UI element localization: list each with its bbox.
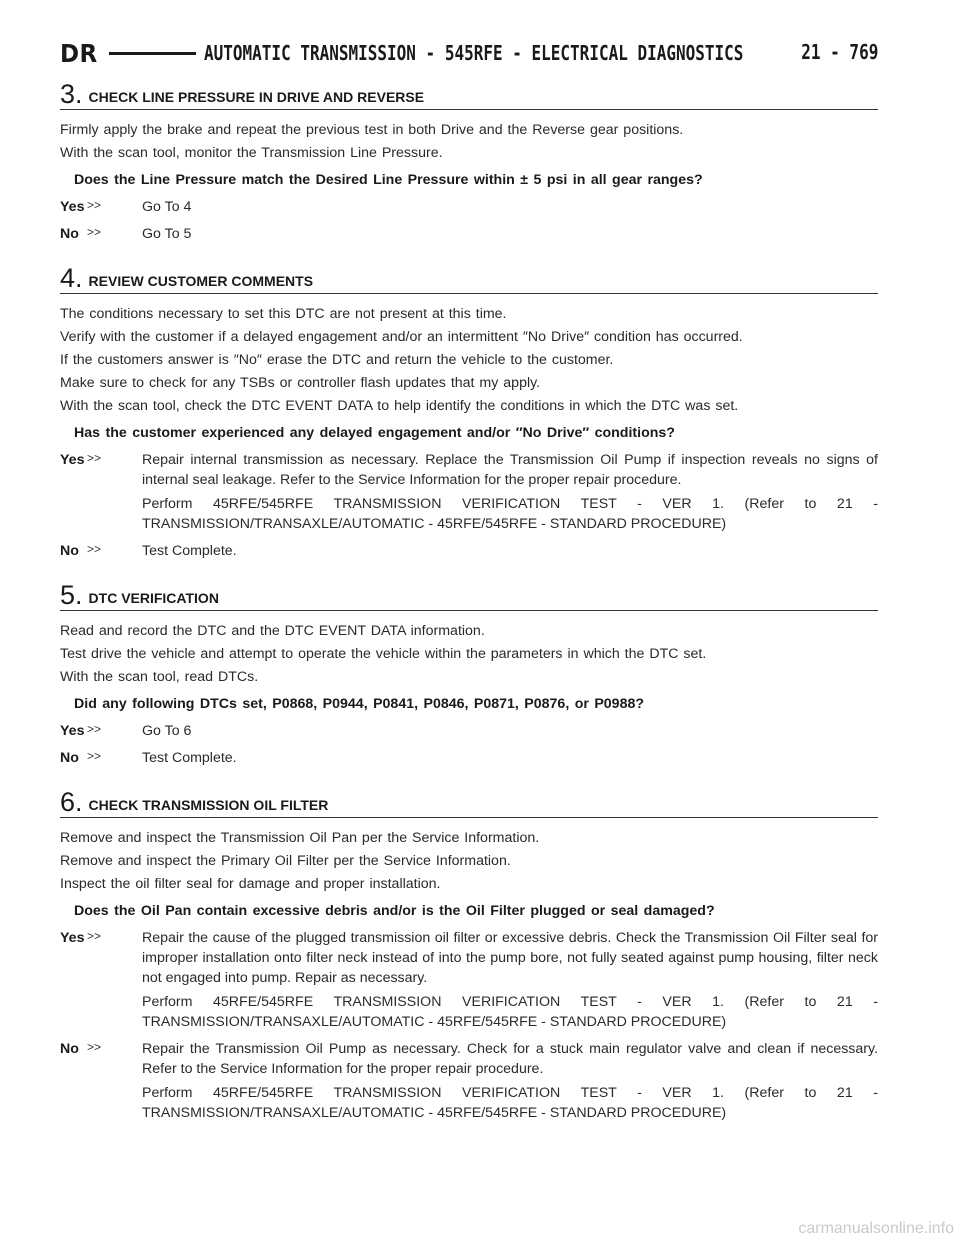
- watermark: carmanualsonline.info: [798, 1220, 954, 1237]
- answer-word: Yes: [60, 199, 85, 215]
- answer-body: [142, 197, 878, 221]
- answer-text: Repair internal transmission as necessary. Replace the Transmission Oil Pump if inspection reveals no signs of internal seal leakage. Refer to the Service Information for the proper repair procedure.: [142, 452, 878, 488]
- header-title: AUTOMATIC TRANSMISSION - 545RFE - ELECTRICAL DIAGNOSTICS: [203, 41, 744, 65]
- answer-word: No: [60, 226, 79, 242]
- step-section: [60, 788, 878, 1127]
- step-heading: [60, 80, 878, 110]
- step-paragraph: The conditions necessary to set this DTC are not present at this time.: [60, 306, 507, 322]
- answer-row: [60, 541, 878, 565]
- step-question: Does the Oil Pan contain excessive debris and/or is the Oil Filter plugged or seal damaged?: [74, 903, 715, 919]
- answer-label: [60, 748, 142, 772]
- answer-label: [60, 224, 142, 248]
- answer-body: [142, 721, 878, 745]
- step-heading: [60, 264, 878, 294]
- step-number: 4.: [60, 263, 83, 293]
- answer-body: [142, 450, 878, 538]
- answer-arrow: >>: [87, 198, 102, 212]
- answer-word: Yes: [60, 723, 85, 739]
- answer-label: [60, 450, 142, 538]
- step-title: CHECK TRANSMISSION OIL FILTER: [88, 797, 329, 813]
- answer-arrow: >>: [87, 1040, 102, 1054]
- step-section: [60, 264, 878, 565]
- page-header: [60, 38, 878, 68]
- step-section: [60, 581, 878, 772]
- answer-text: Repair the Transmission Oil Pump as necessary. Check for a stuck main regulator valve and clean if necessary. Refer to the Service Information for the proper repair procedure.: [142, 1041, 878, 1077]
- step-paragraph: With the scan tool, check the DTC EVENT DATA to help identify the conditions in which the DTC was set.: [60, 398, 739, 414]
- answer-arrow: >>: [87, 749, 102, 763]
- step-title: CHECK LINE PRESSURE IN DRIVE AND REVERSE: [88, 89, 425, 105]
- step-heading: [60, 788, 878, 818]
- step-paragraph: Make sure to check for any TSBs or controller flash updates that my apply.: [60, 375, 541, 391]
- step-number: 3.: [60, 79, 83, 109]
- answer-body: [142, 224, 878, 248]
- answer-text: Repair the cause of the plugged transmission oil filter or excessive debris. Check the Transmission Oil Filter seal for improper installation onto filter neck instead of into the pump bore, not fully seated against pump housing, filter neck not engaged into pump. Repair as necessary.: [142, 930, 878, 986]
- step-paragraph: Verify with the customer if a delayed engagement and/or an intermittent ″No Drive″ condition has occurred.: [60, 329, 743, 345]
- step-number: 5.: [60, 580, 83, 610]
- step-section: [60, 80, 878, 248]
- step-heading: [60, 581, 878, 611]
- step-paragraph: Test drive the vehicle and attempt to operate the vehicle within the parameters in which the DTC set.: [60, 646, 707, 662]
- step-paragraph: Remove and inspect the Transmission Oil Pan per the Service Information.: [60, 830, 540, 846]
- answer-row: [60, 1039, 878, 1127]
- answer-label: [60, 721, 142, 745]
- answer-arrow: >>: [87, 542, 102, 556]
- step-paragraph: Remove and inspect the Primary Oil Filter per the Service Information.: [60, 853, 511, 869]
- answer-body: [142, 541, 878, 565]
- answer-row: [60, 224, 878, 248]
- step-title: DTC VERIFICATION: [88, 590, 219, 606]
- step-paragraph: Inspect the oil filter seal for damage and proper installation.: [60, 876, 441, 892]
- step-question: Did any following DTCs set, P0868, P0944, P0841, P0846, P0871, P0876, or P0988?: [74, 696, 645, 712]
- step-paragraph: If the customers answer is ″No″ erase the DTC and return the vehicle to the customer.: [60, 352, 614, 368]
- step-paragraph: With the scan tool, read DTCs.: [60, 669, 259, 685]
- answer-row: [60, 197, 878, 221]
- header-section-code: DR: [60, 38, 98, 68]
- answer-word: No: [60, 543, 79, 559]
- answer-word: Yes: [60, 452, 85, 468]
- answer-text: Test Complete.: [142, 543, 237, 559]
- answer-text: Test Complete.: [142, 750, 237, 766]
- step-question: Does the Line Pressure match the Desired Line Pressure within ± 5 psi in all gear ranges?: [74, 172, 703, 188]
- header-rule: [109, 52, 196, 55]
- answer-body: [142, 928, 878, 1036]
- answer-word: Yes: [60, 930, 85, 946]
- answer-arrow: >>: [87, 722, 102, 736]
- answer-label: [60, 928, 142, 1036]
- answer-arrow: >>: [87, 225, 102, 239]
- answer-text: Perform 45RFE/545RFE TRANSMISSION VERIFICATION TEST - VER 1. (Refer to 21 - TRANSMISSION/TRANSAXLE/AUTOMATIC - 45RFE/545RFE - STANDARD PROCEDURE): [142, 496, 878, 532]
- answer-text: Perform 45RFE/545RFE TRANSMISSION VERIFICATION TEST - VER 1. (Refer to 21 - TRANSMISSION/TRANSAXLE/AUTOMATIC - 45RFE/545RFE - STANDARD PROCEDURE): [142, 1085, 878, 1121]
- step-question: Has the customer experienced any delayed engagement and/or ″No Drive″ conditions?: [74, 425, 675, 441]
- step-title: REVIEW CUSTOMER COMMENTS: [88, 273, 314, 289]
- answer-text: Go To 6: [142, 723, 192, 739]
- answer-text: Go To 4: [142, 199, 192, 215]
- answer-arrow: >>: [87, 451, 102, 465]
- answer-word: No: [60, 1041, 79, 1057]
- page-body: [60, 78, 878, 1130]
- answer-label: [60, 197, 142, 221]
- step-paragraph: Firmly apply the brake and repeat the previous test in both Drive and the Reverse gear positions.: [60, 122, 684, 138]
- answer-row: [60, 450, 878, 538]
- answer-word: No: [60, 750, 79, 766]
- header-page-number: 21 - 769: [800, 40, 878, 64]
- answer-label: [60, 541, 142, 565]
- answer-text: Go To 5: [142, 226, 192, 242]
- step-paragraph: With the scan tool, monitor the Transmission Line Pressure.: [60, 145, 443, 161]
- step-number: 6.: [60, 787, 83, 817]
- answer-text: Perform 45RFE/545RFE TRANSMISSION VERIFICATION TEST - VER 1. (Refer to 21 - TRANSMISSION/TRANSAXLE/AUTOMATIC - 45RFE/545RFE - STANDARD PROCEDURE): [142, 994, 878, 1030]
- answer-row: [60, 748, 878, 772]
- answer-body: [142, 1039, 878, 1127]
- answer-label: [60, 1039, 142, 1127]
- answer-body: [142, 748, 878, 772]
- answer-row: [60, 721, 878, 745]
- answer-arrow: >>: [87, 929, 102, 943]
- answer-row: [60, 928, 878, 1036]
- step-paragraph: Read and record the DTC and the DTC EVENT DATA information.: [60, 623, 485, 639]
